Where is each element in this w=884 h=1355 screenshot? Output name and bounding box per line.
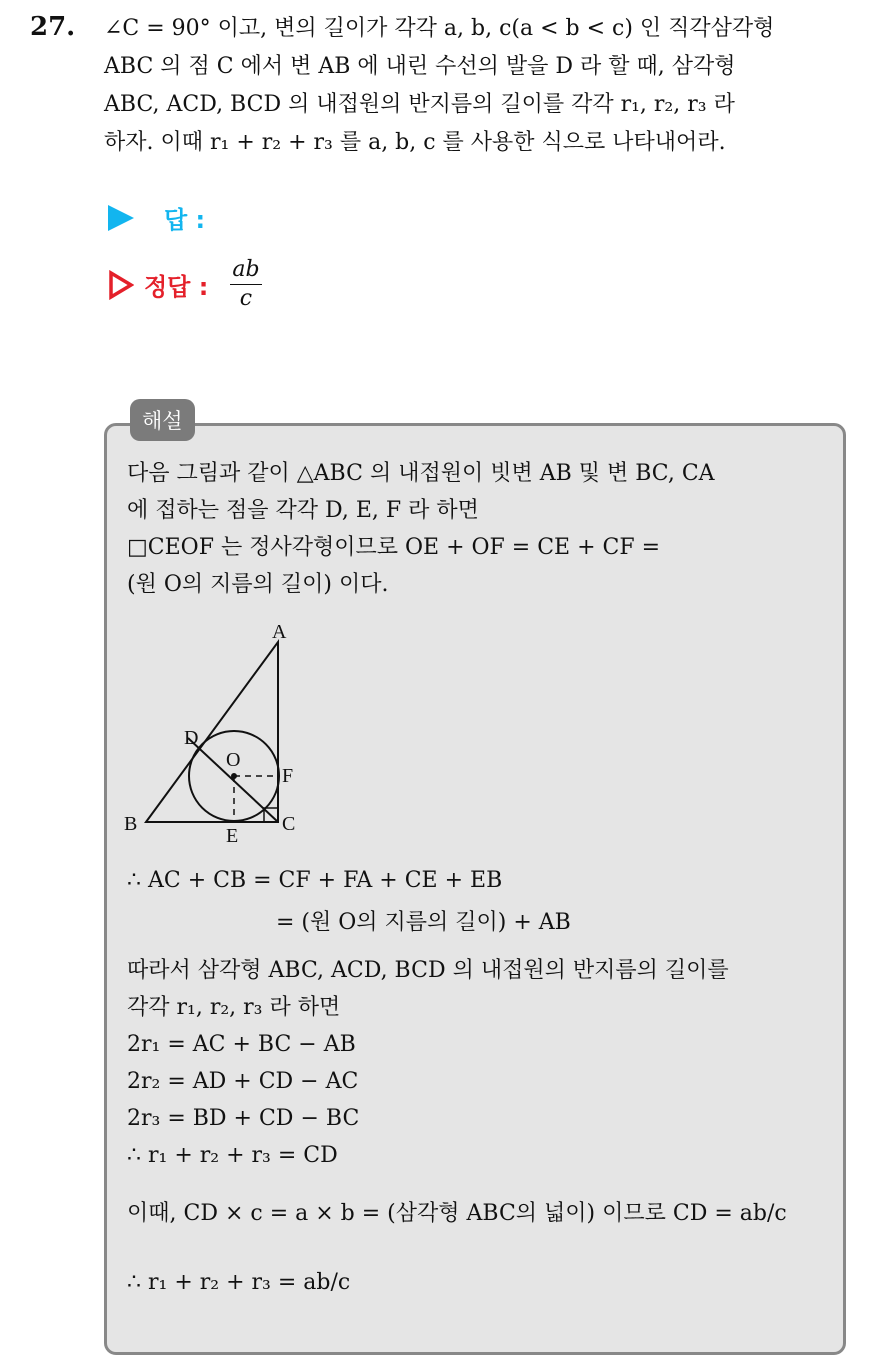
label-d: D (184, 727, 199, 749)
triangle-abc (146, 642, 278, 822)
final-answer-line: ∴ r₁ + r₂ + r₃ = ab/c (127, 1270, 351, 1295)
label-c: C (282, 813, 296, 835)
equation-line: ∴ r₁ + r₂ + r₃ = CD (127, 1143, 338, 1168)
answer-label: 답 : (164, 206, 206, 234)
explanation-intro (127, 455, 827, 603)
question-line: 하자. 이때 r₁ + r₂ + r₃ 를 a, b, c 를 사용한 식으로 나타내어라. (104, 130, 726, 155)
center-point (231, 773, 237, 779)
question-line: ABC 의 점 C 에서 변 AB 에 내린 수선의 발을 D 라 할 때, 삼각형 (104, 54, 736, 79)
answer-row (108, 200, 205, 235)
question-text (104, 10, 864, 162)
explanation-line: 다음 그림과 같이 △ABC 의 내접원이 빗변 AB 및 변 BC, CA (127, 461, 715, 486)
question-line: ∠C = 90° 이고, 변의 길이가 각각 a, b, c(a < b < c) 인 직각삼각형 (104, 16, 775, 41)
explanation-last-line: 이때, CD × c = a × b = (삼각형 ABC의 넓이) 이므로 CD = ab/c (127, 1201, 787, 1226)
triangle-figure (118, 614, 318, 844)
explanation-para2 (127, 952, 827, 1174)
correct-answer-fraction (230, 258, 261, 311)
explanation-line: 각각 r₁, r₂, r₃ 라 하면 (127, 995, 341, 1020)
question-number: 27. (30, 12, 76, 42)
label-o: O (226, 749, 241, 771)
correct-answer-label: 정답 : (144, 273, 209, 302)
label-f: F (282, 765, 294, 787)
explanation-line: 에 접하는 점을 각각 D, E, F 라 하면 (127, 498, 479, 523)
equation-line: 2r₃ = BD + CD − BC (127, 1106, 360, 1131)
label-a: A (272, 621, 287, 643)
explanation-line: □CEOF 는 정사각형이므로 OE + OF = CE + CF = (127, 535, 661, 560)
question-line: ABC, ACD, BCD 의 내접원의 반지름의 길이를 각각 r₁, r₂, r₃ 라 (104, 92, 735, 117)
explanation-line: (원 O의 지름의 길이) 이다. (127, 572, 389, 597)
outline-triangle-icon (108, 270, 134, 300)
equation-line: 2r₁ = AC + BC − AB (127, 1032, 356, 1057)
explanation-tag: 해설 (130, 399, 195, 441)
fraction-numerator: ab (230, 258, 261, 285)
label-e: E (226, 825, 239, 844)
equation-line: 2r₂ = AD + CD − AC (127, 1069, 359, 1094)
label-b: B (124, 813, 138, 835)
play-triangle-icon (108, 205, 134, 231)
correct-answer-row (108, 258, 262, 311)
fraction-denominator: c (239, 286, 253, 312)
equation-line: = (원 O의 지름의 길이) + AB (276, 910, 571, 935)
equation-line: ∴ AC + CB = CF + FA + CE + EB (127, 868, 503, 893)
explanation-line: 따라서 삼각형 ABC, ACD, BCD 의 내접원의 반지름의 길이를 (127, 958, 729, 983)
